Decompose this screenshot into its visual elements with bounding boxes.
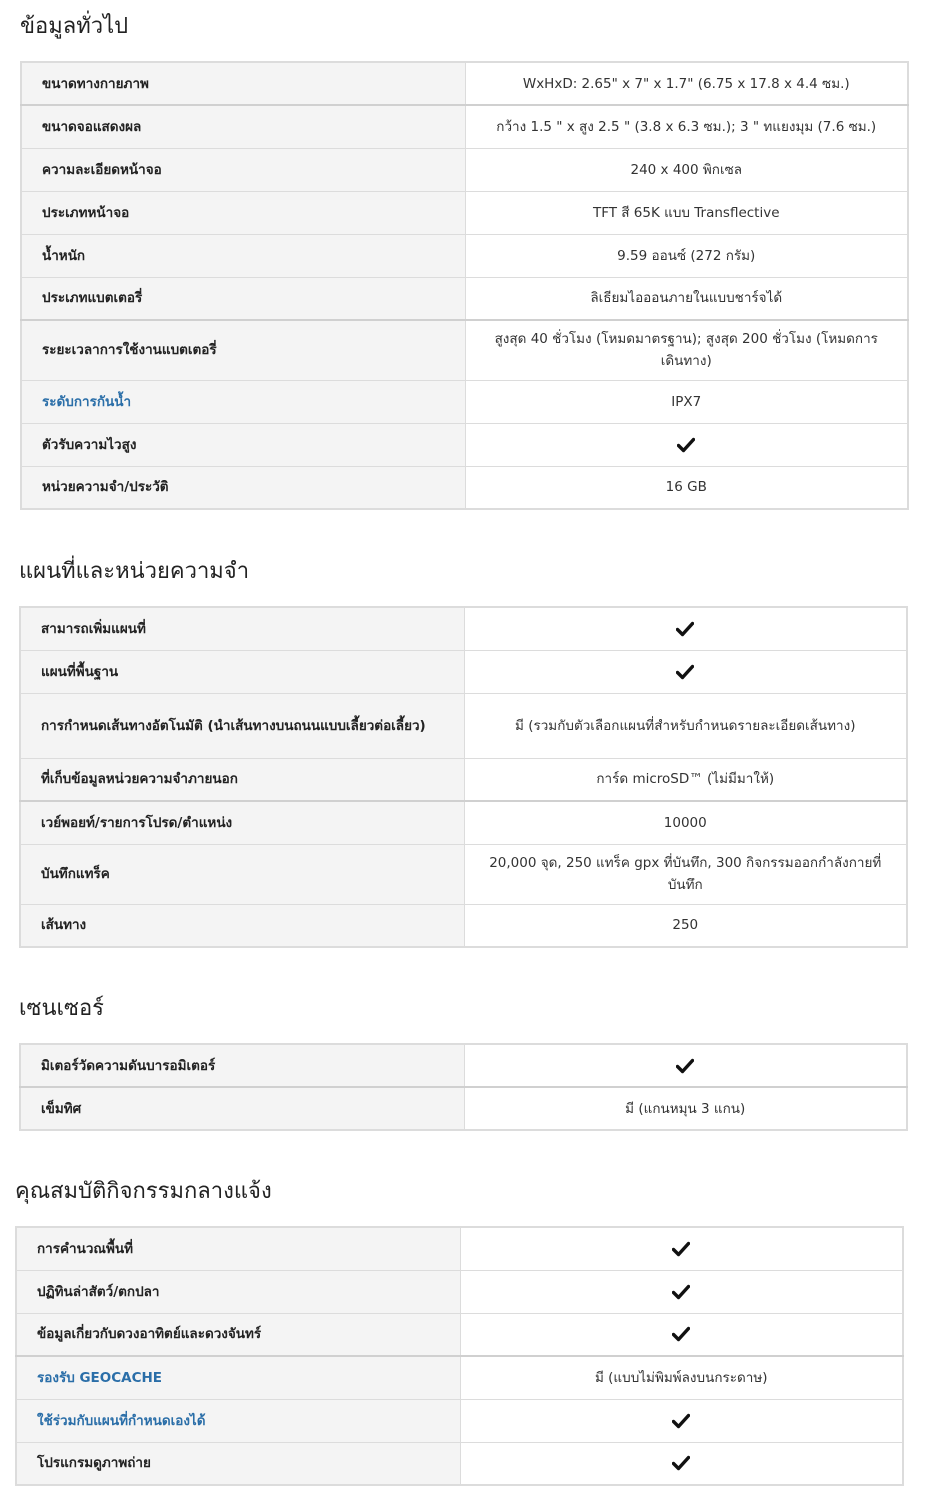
spec-label: หน่วยความจำ/ประวัติ <box>21 466 465 509</box>
spec-label: ระยะเวลาการใช้งานแบตเตอรี่ <box>21 320 465 380</box>
spec-row <box>21 148 908 191</box>
check-mark-icon <box>672 1455 690 1471</box>
spec-row <box>21 380 908 423</box>
spec-label: ประเภทหน้าจอ <box>21 191 465 234</box>
spec-value <box>464 1044 907 1087</box>
spec-label-link[interactable]: รองรับ GEOCACHE <box>16 1356 460 1399</box>
spec-value <box>464 650 907 693</box>
spec-value: 9.59 ออนซ์ (272 กรัม) <box>465 234 908 277</box>
spec-row <box>21 466 908 509</box>
spec-value: 240 x 400 พิกเซล <box>465 148 908 191</box>
spec-row <box>20 801 907 844</box>
spec-value: กว้าง 1.5 " x สูง 2.5 " (3.8 x 6.3 ซม.); 3 " ทแยงมุม (7.6 ซม.) <box>465 105 908 148</box>
spec-row <box>21 320 908 380</box>
spec-value <box>460 1399 903 1442</box>
spec-label-link[interactable]: ระดับการกันน้ำ <box>21 380 465 423</box>
spec-value: 20,000 จุด, 250 แทร็ค gpx ที่บันทึก, 300 กิจกรรมออกกำลังกายที่บันทึก <box>464 844 907 904</box>
spec-row <box>20 844 907 904</box>
spec-label: ปฏิทินล่าสัตว์/ตกปลา <box>16 1270 460 1313</box>
spec-label: น้ำหนัก <box>21 234 465 277</box>
section-title-outdoor-features: คุณสมบัติกิจกรรมกลางแจ้ง <box>15 1179 272 1204</box>
check-mark-icon <box>677 437 695 453</box>
spec-table-maps-memory <box>19 606 908 948</box>
spec-row <box>20 1087 907 1130</box>
spec-value <box>460 1313 903 1356</box>
spec-value: ลิเธียมไอออนภายในแบบชาร์จได้ <box>465 277 908 320</box>
spec-label: ตัวรับความไวสูง <box>21 423 465 466</box>
spec-value <box>464 607 907 650</box>
spec-label: การคำนวณพื้นที่ <box>16 1227 460 1270</box>
spec-label: ที่เก็บข้อมูลหน่วยความจำภายนอก <box>20 758 464 801</box>
spec-row <box>16 1313 903 1356</box>
spec-row <box>21 191 908 234</box>
spec-table-outdoor-features <box>15 1226 904 1486</box>
spec-row <box>21 105 908 148</box>
spec-value: การ์ด microSD™ (ไม่มีมาให้) <box>464 758 907 801</box>
spec-row <box>16 1227 903 1270</box>
spec-value: มี (รวมกับตัวเลือกแผนที่สำหรับกำหนดรายละเอียดเส้นทาง) <box>464 693 907 758</box>
check-mark-icon <box>676 664 694 680</box>
check-mark-icon <box>672 1241 690 1257</box>
check-mark-icon <box>676 621 694 637</box>
spec-value <box>460 1442 903 1485</box>
spec-value: TFT สี 65K แบบ Transflective <box>465 191 908 234</box>
spec-row <box>20 607 907 650</box>
spec-label: ขนาดจอแสดงผล <box>21 105 465 148</box>
spec-row <box>21 234 908 277</box>
spec-row <box>21 277 908 320</box>
spec-row <box>16 1442 903 1485</box>
check-mark-icon <box>672 1284 690 1300</box>
spec-label: โปรแกรมดูภาพถ่าย <box>16 1442 460 1485</box>
spec-table-sensors <box>19 1043 908 1131</box>
spec-label: ความละเอียดหน้าจอ <box>21 148 465 191</box>
spec-label: บันทึกแทร็ค <box>20 844 464 904</box>
spec-value <box>465 423 908 466</box>
spec-label: ประเภทแบตเตอรี่ <box>21 277 465 320</box>
spec-value: 10000 <box>464 801 907 844</box>
spec-label: ข้อมูลเกี่ยวกับดวงอาทิตย์และดวงจันทร์ <box>16 1313 460 1356</box>
spec-label: เข็มทิศ <box>20 1087 464 1130</box>
check-mark-icon <box>676 1058 694 1074</box>
section-title-sensors: เซนเซอร์ <box>19 996 104 1021</box>
spec-value: 250 <box>464 904 907 947</box>
spec-label: การกำหนดเส้นทางอัตโนมัติ (นำเส้นทางบนถนนแบบเลี้ยวต่อเลี้ยว) <box>20 693 464 758</box>
spec-value: สูงสุด 40 ชั่วโมง (โหมดมาตรฐาน); สูงสุด 200 ชั่วโมง (โหมดการเดินทาง) <box>465 320 908 380</box>
spec-value: มี (แกนหมุน 3 แกน) <box>464 1087 907 1130</box>
spec-value: 16 GB <box>465 466 908 509</box>
spec-value <box>460 1270 903 1313</box>
spec-label: เส้นทาง <box>20 904 464 947</box>
spec-row <box>20 1044 907 1087</box>
spec-label: สามารถเพิ่มแผนที่ <box>20 607 464 650</box>
spec-label: ขนาดทางกายภาพ <box>21 62 465 105</box>
section-title-general: ข้อมูลทั่วไป <box>20 14 129 39</box>
spec-row <box>21 62 908 105</box>
spec-table-general <box>20 61 909 510</box>
spec-row <box>20 904 907 947</box>
section-title-maps-memory: แผนที่และหน่วยความจำ <box>19 559 250 584</box>
spec-value: มี (แบบไม่พิมพ์ลงบนกระดาษ) <box>460 1356 903 1399</box>
check-mark-icon <box>672 1413 690 1429</box>
spec-row <box>16 1356 903 1399</box>
spec-row <box>16 1399 903 1442</box>
spec-row <box>20 693 907 758</box>
spec-row <box>16 1270 903 1313</box>
spec-value: IPX7 <box>465 380 908 423</box>
spec-row <box>20 758 907 801</box>
spec-label: มิเตอร์วัดความดันบารอมิเตอร์ <box>20 1044 464 1087</box>
spec-value <box>460 1227 903 1270</box>
check-mark-icon <box>672 1326 690 1342</box>
spec-row <box>21 423 908 466</box>
spec-label: แผนที่พื้นฐาน <box>20 650 464 693</box>
spec-label: เวย์พอยท์/รายการโปรด/ตำแหน่ง <box>20 801 464 844</box>
spec-label-link[interactable]: ใช้ร่วมกับแผนที่กำหนดเองได้ <box>16 1399 460 1442</box>
spec-row <box>20 650 907 693</box>
spec-value: WxHxD: 2.65" x 7" x 1.7" (6.75 x 17.8 x 4.4 ซม.) <box>465 62 908 105</box>
